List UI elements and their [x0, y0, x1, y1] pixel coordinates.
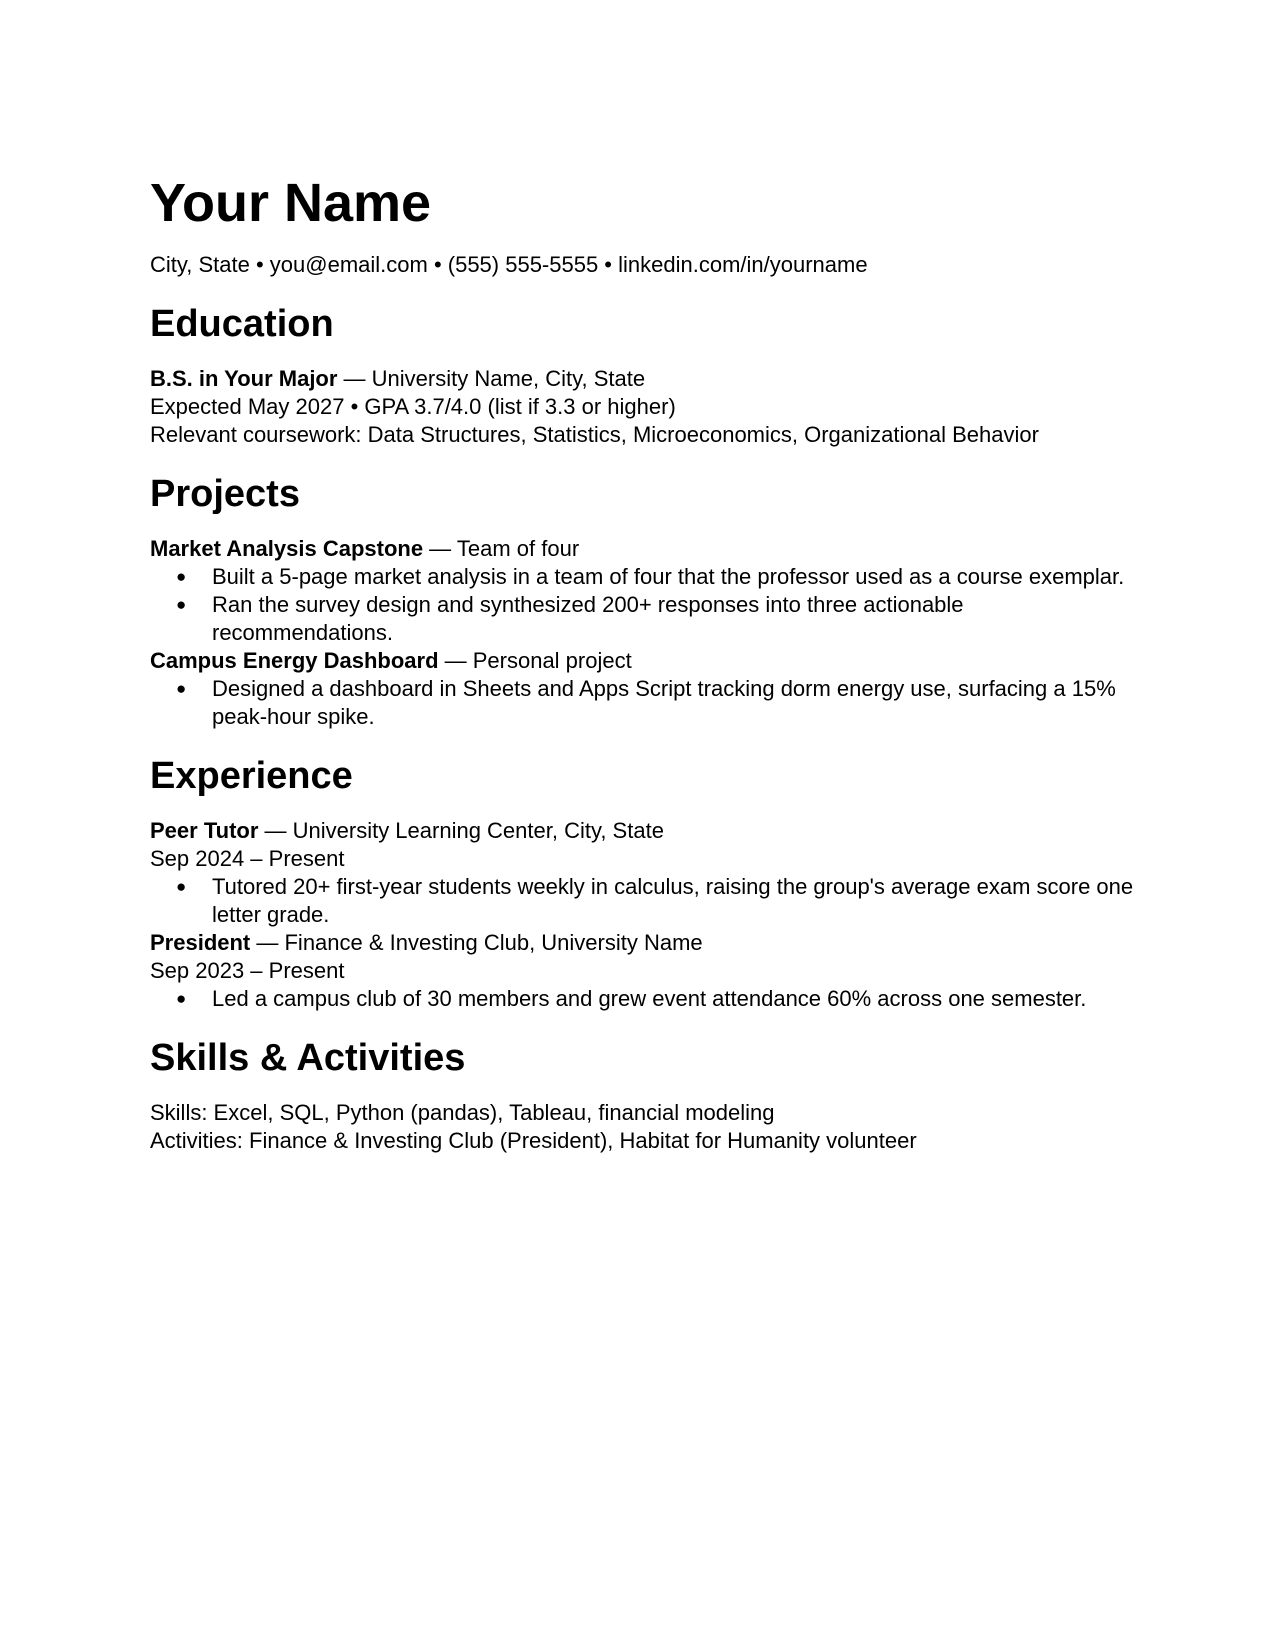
list-item	[150, 591, 1135, 647]
job-org: — Finance & Investing Club, University Name	[250, 930, 703, 955]
education-dates-gpa: Expected May 2027 • GPA 3.7/4.0 (list if 3.3 or higher)	[150, 394, 676, 419]
list-item	[150, 985, 1135, 1013]
education-coursework: Relevant coursework: Data Structures, Statistics, Microeconomics, Organizational Behavior	[150, 422, 1039, 447]
projects-heading: Projects	[150, 473, 300, 515]
bullet-text: Tutored 20+ first-year students weekly in calculus, raising the group's average exam score one letter grade.	[212, 874, 1134, 927]
bullet-icon: ●	[176, 877, 187, 896]
education-section	[150, 299, 1135, 449]
job-dates: Sep 2024 – Present	[150, 846, 345, 871]
bullet-text: Built a 5-page market analysis in a team of four that the professor used as a course exemplar.	[212, 564, 1125, 589]
job-title-line	[150, 929, 1135, 957]
projects-section	[150, 469, 1135, 731]
bullet-text: Designed a dashboard in Sheets and Apps Script tracking dorm energy use, surfacing a 15% peak-hour spike.	[212, 676, 1116, 729]
list-item	[150, 675, 1135, 731]
contact-line: City, State • you@email.com • (555) 555-5555 • linkedin.com/in/yourname	[150, 252, 868, 277]
degree-title: B.S. in Your Major	[150, 366, 338, 391]
experience-section	[150, 751, 1135, 1013]
bullet-icon: ●	[176, 679, 187, 698]
skills-heading: Skills & Activities	[150, 1037, 466, 1079]
project-title-line	[150, 647, 1135, 675]
project-title-line	[150, 535, 1135, 563]
bullet-icon: ●	[176, 595, 187, 614]
education-heading: Education	[150, 303, 334, 345]
education-degree-line	[150, 365, 1135, 393]
project-subtitle: — Team of four	[423, 536, 580, 561]
job-org: — University Learning Center, City, State	[258, 818, 664, 843]
resume-page	[150, 163, 1135, 1155]
job-title: President	[150, 930, 251, 955]
bullet-text: Ran the survey design and synthesized 200+ responses into three actionable recommendations.	[212, 592, 964, 645]
list-item	[150, 873, 1135, 929]
job-dates: Sep 2023 – Present	[150, 958, 345, 983]
job-bullets	[150, 985, 1135, 1013]
bullet-text: Led a campus club of 30 members and grew event attendance 60% across one semester.	[212, 986, 1087, 1011]
job-bullets	[150, 873, 1135, 929]
skills-line: Skills: Excel, SQL, Python (pandas), Tableau, financial modeling	[150, 1100, 775, 1125]
bullet-icon: ●	[176, 989, 187, 1008]
job-title: Peer Tutor	[150, 818, 259, 843]
list-item	[150, 563, 1135, 591]
job-title-line	[150, 817, 1135, 845]
skills-section	[150, 1033, 1135, 1155]
project-title: Campus Energy Dashboard	[150, 648, 439, 673]
school-info: — University Name, City, State	[337, 366, 646, 391]
project-bullets	[150, 675, 1135, 731]
resume-name: Your Name	[150, 173, 432, 233]
bullet-icon: ●	[176, 567, 187, 586]
activities-line: Activities: Finance & Investing Club (President), Habitat for Humanity volunteer	[150, 1128, 917, 1153]
project-bullets	[150, 563, 1135, 647]
project-subtitle: — Personal project	[438, 648, 632, 673]
experience-heading: Experience	[150, 755, 353, 797]
project-title: Market Analysis Capstone	[150, 536, 424, 561]
